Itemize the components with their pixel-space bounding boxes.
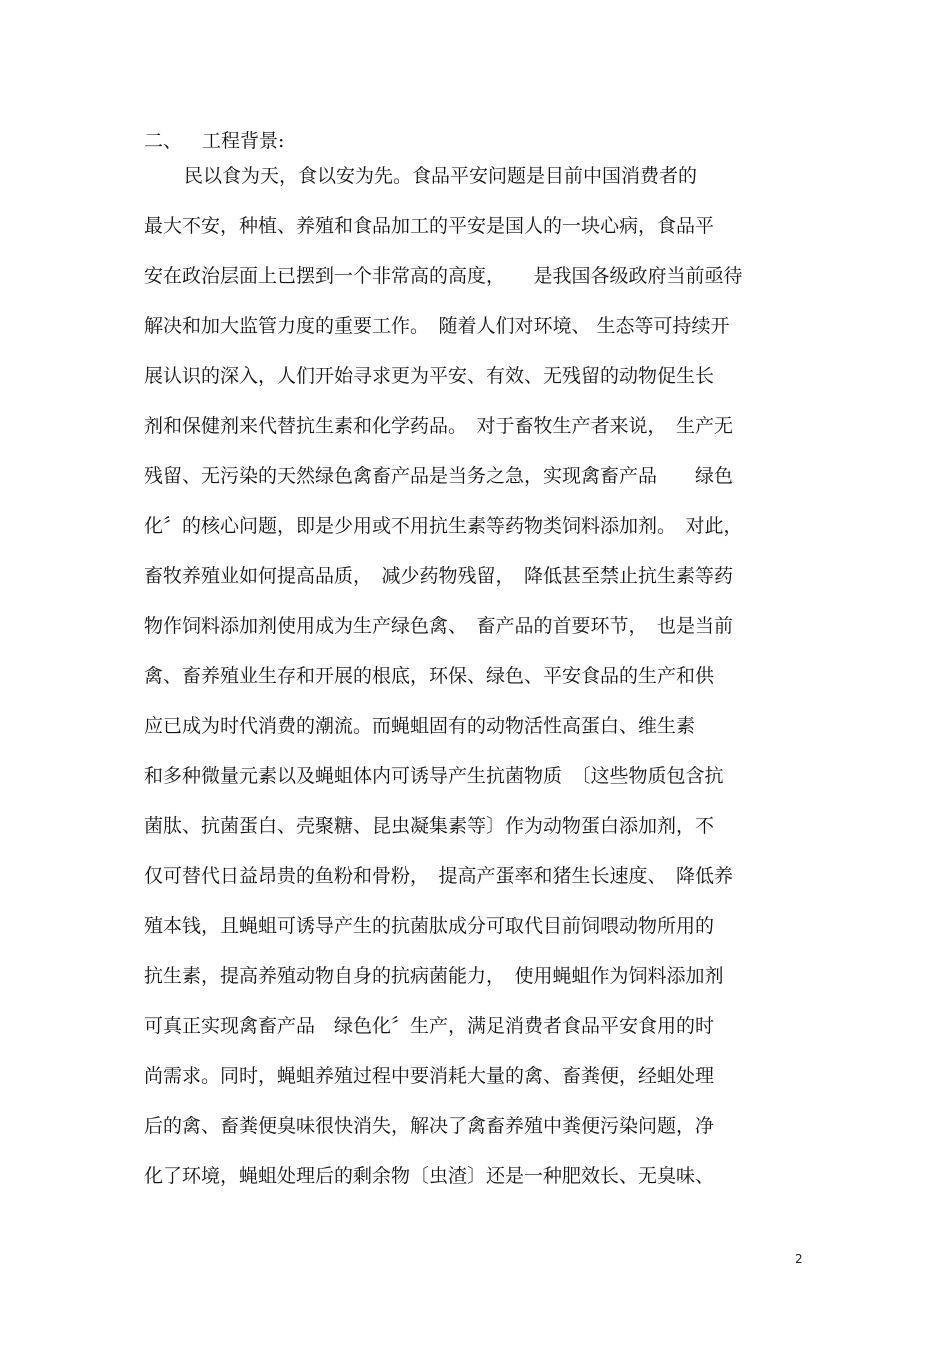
text-line: 仅可替代日益昂贵的鱼粉和骨粉， 提高产蛋率和猪生长速度、 降低养 xyxy=(144,865,734,887)
text-line: 最大不安，种植、养殖和食品加工的平安是国人的一块心病，食品平 xyxy=(144,215,715,237)
text-line: 和多种微量元素以及蝇蛆体内可诱导产生抗菌物质 〔这些物质包含抗 xyxy=(144,765,724,787)
text-line: 物作饲料添加剂使用成为生产绿色禽、 畜产品的首要环节， 也是当前 xyxy=(144,615,734,637)
text-line: 安在政治层面上已摆到一个非常高的高度， 是我国各级政府当前亟待 xyxy=(144,265,743,287)
text-line: 剂和保健剂来代替抗生素和化学药品。 对于畜牧生产者来说， 生产无 xyxy=(144,415,734,437)
text-line: 应已成为时代消费的潮流。而蝇蛆固有的动物活性高蛋白、维生素 xyxy=(144,715,696,737)
text-line: 禽、畜养殖业生存和开展的根底，环保、绿色、平安食品的生产和供 xyxy=(144,665,715,687)
text-line: 后的禽、畜粪便臭味很快消失，解决了禽畜养殖中粪便污染问题，净 xyxy=(144,1115,715,1137)
text-line: 可真正实现禽畜产品 绿色化〞生产，满足消费者食品平安食用的时 xyxy=(144,1015,715,1037)
text-line: 尚需求。同时，蝇蛆养殖过程中要消耗大量的禽、畜粪便，经蛆处理 xyxy=(144,1065,715,1087)
section-number: 二、 xyxy=(144,130,183,152)
text-line: 殖本钱，且蝇蛆可诱导产生的抗菌肽成分可取代目前饲喂动物所用的 xyxy=(144,915,715,937)
body-text xyxy=(144,151,824,1201)
text-line: 残留、无污染的天然绿色禽畜产品是当务之急，实现禽畜产品 绿色 xyxy=(144,465,734,487)
text-line: 畜牧养殖业如何提高品质， 减少药物残留， 降低甚至禁止抗生素等药 xyxy=(144,565,734,587)
text-line: 展认识的深入，人们开始寻求更为平安、有效、无残留的动物促生长 xyxy=(144,365,715,387)
page-number: 2 xyxy=(795,1252,803,1266)
section-title: 工程背景: xyxy=(202,130,285,152)
text-line: 菌肽、抗菌蛋白、壳聚糖、昆虫凝集素等〕作为动物蛋白添加剂，不 xyxy=(144,815,715,837)
text-line: 化〞的核心问题，即是少用或不用抗生素等药物类饲料添加剂。 对此， xyxy=(144,515,743,537)
text-line: 民以食为天，食以安为先。食品平安问题是目前中国消费者的 xyxy=(184,165,698,187)
text-line: 化了环境，蝇蛆处理后的剩余物〔虫渣〕还是一种肥效长、无臭味、 xyxy=(144,1165,715,1187)
text-line: 解决和加大监管力度的重要工作。 随着人们对环境、 生态等可持续开 xyxy=(144,315,730,337)
text-line: 抗生素，提高养殖动物自身的抗病菌能力， 使用蝇蛆作为饲料添加剂 xyxy=(144,965,724,987)
